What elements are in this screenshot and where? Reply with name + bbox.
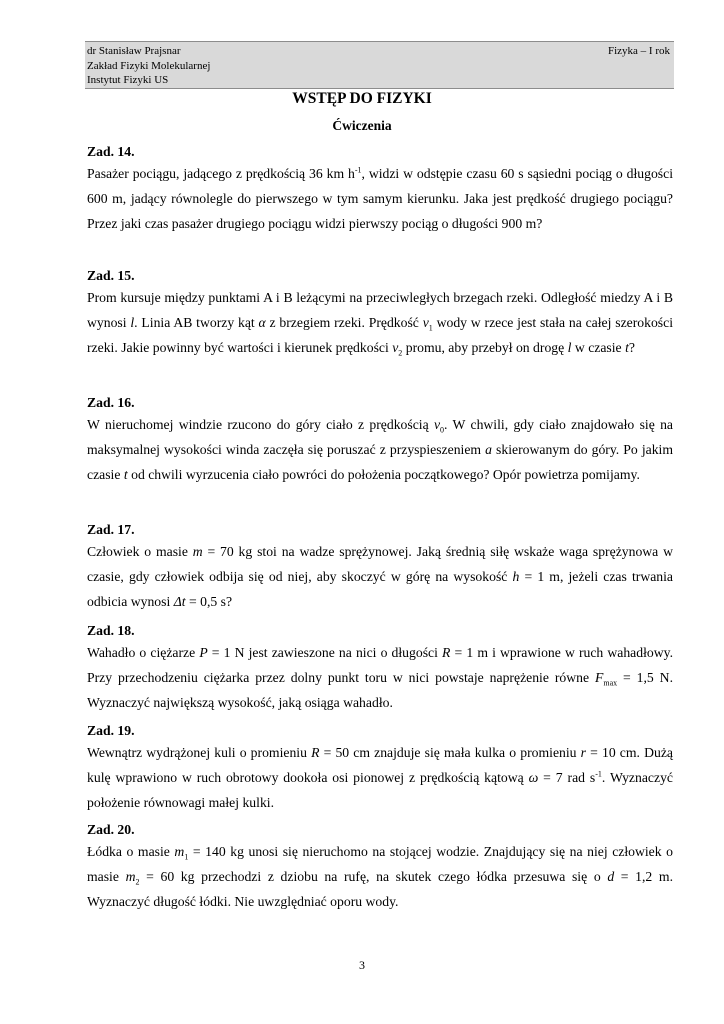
exponent: -1 [354,165,362,175]
author: dr Stanisław Prajsnar [87,45,181,57]
text: . Dużą kulę wprawiono w ruch obrotowy dookoła osi pionowej z prędkością kątową [87,745,673,785]
symbol: h [512,569,520,584]
time-value: 60 s [500,166,524,181]
task-17 [87,521,673,614]
mass-value: = 70 kg [202,544,253,559]
symbol: t [625,340,629,355]
task-label: Zad. 20. [87,822,135,837]
text: . Wyznaczyć położenie równowagi małej kulki. [87,770,673,810]
document-title: WSTĘP DO FIZYKI [292,90,432,107]
task-text [87,285,673,360]
task-label: Zad. 19. [87,723,135,738]
task-text [87,412,673,487]
symbol: m [174,844,185,859]
symbol: t [123,467,128,482]
text: jest zawieszone na nici o długości [244,645,443,660]
vector-symbol: v [433,417,441,432]
department: Zakład Fizyki Molekularnej [87,59,211,72]
text: Wewnątrz wydrążonej kuli o promieniu [87,745,312,760]
distance-value: = 1,2 m [614,869,670,884]
symbol: l [567,340,572,355]
institute: Instytut Fizyki US [87,74,169,86]
text: Prom kursuje między punktami A i B leżącymi na przeciwległych brzegach rzeki. Odległość miedzy A i B wynosi [87,290,673,330]
symbol: α [258,315,266,330]
page-number: 3 [359,958,365,972]
symbol: l [130,315,135,330]
text: unosi się nieruchomo na stojącej wodzie. Znajdujący się na niej człowiek o masie [87,844,673,884]
text: Człowiek o masie [87,544,193,559]
text: wody w rzece jest stała na całej szerokości rzeki. Jakie powinny być wartości i kierunek prędkości [87,315,674,355]
page-header [85,41,674,89]
task-label: Zad. 14. [87,144,135,159]
mass-value: = 60 kg [139,869,195,884]
angular-speed-value: = 7 rad s [538,770,596,785]
task-text [87,839,673,914]
subscript: 0 [440,425,445,435]
task-text [87,640,673,715]
task-text [87,161,673,236]
length-value: = 1 m [450,645,488,660]
text: , widzi w odstępie czasu [361,166,501,181]
task-18 [87,622,673,715]
symbol: R [311,745,320,760]
text: Wahadło o ciężarze [87,645,200,660]
symbol: ω [528,770,539,785]
subscript: 2 [398,348,403,358]
mass-value: = 140 kg [188,844,244,859]
length-value: 600 m [87,191,123,206]
subscript: 1 [184,852,189,862]
text: z brzegiem rzeki. Prędkość [265,315,423,330]
task-19 [87,722,673,815]
text: przechodzi z dziobu na rufę, na skutek czego łódka przesuwa się o [194,869,608,884]
height-value: = 1 m [519,569,560,584]
text: Pasażer pociągu, jadącego z prędkością [87,166,310,181]
task-text [87,740,673,815]
exponent: -1 [595,769,602,779]
symbol: Δt [173,594,186,609]
text: Łódka o masie [87,844,175,859]
text: i wprawione w ruch wahadłowy. Przy przechodzeniu ciężarka przez dolny punkt toru w nici powstaje naprężenie równe [87,645,674,685]
length-value: 900 m [501,216,537,231]
text: , jeżeli czas trwania odbicia wynosi [87,569,673,609]
text: od chwili wyrzucenia ciało powróci do położenia początkowego? Opór powietrza pomijamy. [127,467,640,482]
symbol: F [594,670,604,685]
task-label: Zad. 17. [87,522,135,537]
task-text [87,539,673,614]
document-subtitle: Ćwiczenia [332,118,392,133]
symbol: P [199,645,208,660]
text: . Linia AB tworzy kąt [134,315,259,330]
task-label: Zad. 15. [87,268,135,283]
course: Fizyka – I rok [607,45,670,57]
task-label: Zad. 18. [87,623,135,638]
subscript: 2 [135,877,140,887]
symbol: d [607,869,615,884]
text: znajduje się mała kulka o promieniu [370,745,581,760]
text: stoi na wadze sprężynowej. Jaką średnią siłę wskaże waga sprężynowa w czasie, gdy człowiek odbija się od niej, aby skoczyć w górę na wysokość [87,544,673,584]
radius-value: = 50 cm [319,745,370,760]
weight-value: = 1 N [207,645,245,660]
speed-value: 36 km h [309,166,355,181]
text: skierowanym do góry. Po jakim czasie [87,442,673,482]
task-20 [87,821,673,914]
text: . Wyznaczyć największą wysokość, jaką osiąga wahadło. [87,670,673,710]
task-16 [87,394,673,487]
task-label: Zad. 16. [87,395,135,410]
text: ? [628,340,635,355]
vector-symbol: a [485,442,492,457]
text: . Wyznaczyć długość łódki. Nie uwzględniać oporu wody. [87,869,673,909]
vector-symbol: v [422,315,429,330]
task-14 [87,143,673,236]
vector-symbol: v [392,340,399,355]
symbol: m [192,544,203,559]
symbol: r [580,745,586,760]
symbol: m [125,869,136,884]
text: , jadący równolegle do pierwszego w tym samym kierunku. Jaka jest prędkość drugiego pociągu? Przez jaki czas pasażer drugiego pociągu widzi pierwszy pociąg o długości [87,191,673,231]
text: w czasie [571,340,626,355]
time-value: = 0,5 s [185,594,226,609]
subscript: max [603,678,618,688]
task-15 [87,267,673,360]
text: ? [536,216,543,231]
text: sąsiedni pociąg o długości [523,166,674,181]
text: W nieruchomej windzie rzucono do góry ciało z prędkością [87,417,434,432]
subscript: 1 [428,323,433,333]
force-value: = 1,5 N [617,670,670,685]
radius-value: = 10 cm [585,745,637,760]
text: ? [225,594,233,609]
text: promu, aby przebył on drogę [402,340,568,355]
symbol: R [442,645,451,660]
text: . W chwili, gdy ciało znajdowało się na maksymalnej wysokości winda zaczęła się poruszać z przyspieszeniem [87,417,673,457]
